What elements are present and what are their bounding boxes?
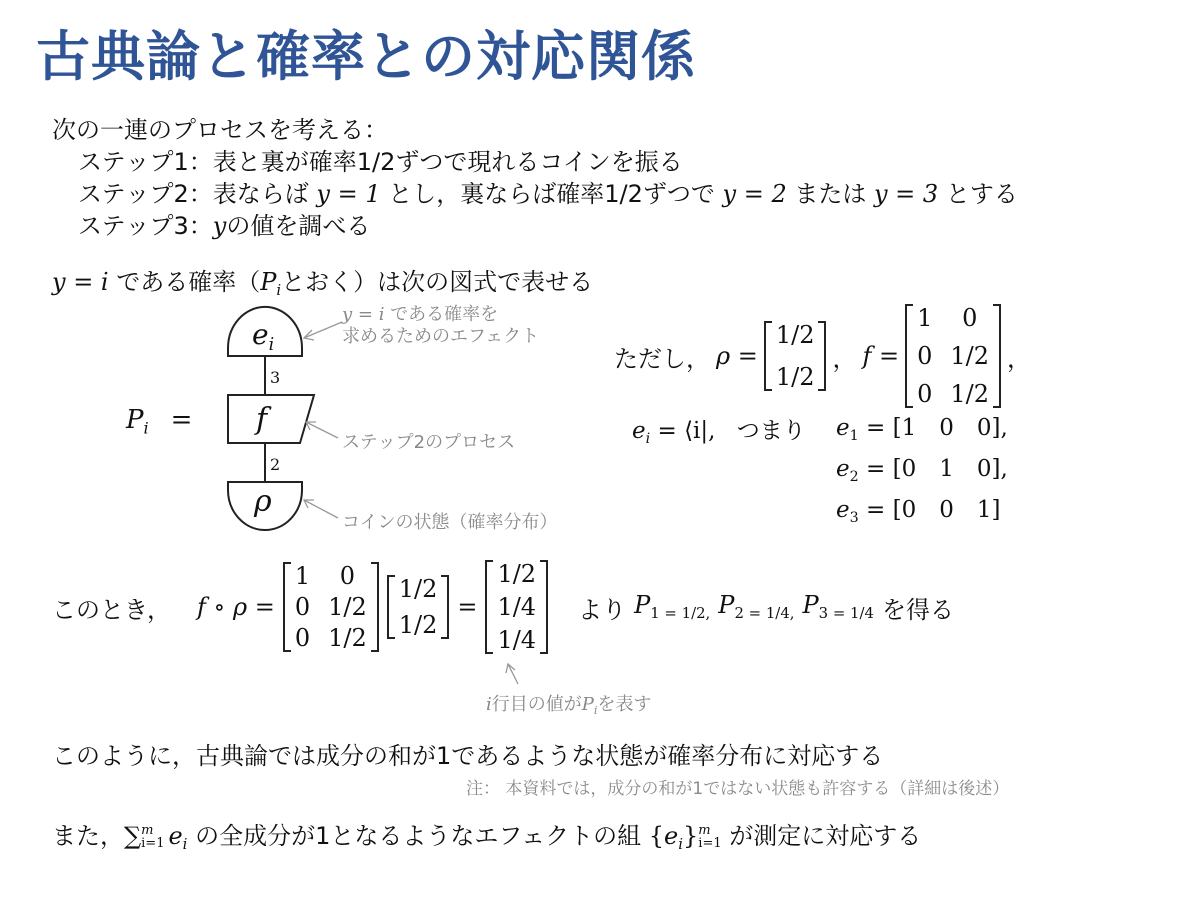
P2-P: P xyxy=(718,591,735,620)
ann-effect-l1: である確率を xyxy=(384,304,499,325)
f-r1c2: 0 xyxy=(962,304,978,332)
step-2-text-c: または xyxy=(786,180,874,208)
sum-limits xyxy=(141,824,164,850)
math-sub-i: i xyxy=(276,281,282,300)
e3-eq: = xyxy=(866,496,886,523)
P1-expr xyxy=(634,591,710,622)
rho-eq: ρ = xyxy=(716,342,758,370)
wire-label-2: 2 xyxy=(270,455,281,474)
sum-sup: m xyxy=(141,823,154,838)
last-a: また， xyxy=(52,822,124,850)
process-label-f: f xyxy=(256,402,268,437)
math-y-eq-i: y = i xyxy=(52,268,109,296)
math-y-eq-2: y = 2 xyxy=(722,180,787,208)
e1-sub: 1 xyxy=(849,427,859,444)
last-c: が測定に対応する xyxy=(721,822,922,850)
f-circ-rho: f ∘ ρ = xyxy=(197,593,275,621)
diagram-eq: = xyxy=(170,405,193,435)
effect-e: e xyxy=(252,318,269,351)
annotation-effect xyxy=(342,304,539,348)
effect-sub: i xyxy=(268,335,275,356)
e2-eq: = xyxy=(866,455,886,482)
conclusion: このように，古典論では成分の和が1であるような状態が確率分布に対応する xyxy=(52,742,884,770)
math-P: P xyxy=(260,268,277,296)
definitions-rho-f xyxy=(614,304,1031,408)
ei-bra: = ⟨i|, xyxy=(657,418,716,444)
result-arrow xyxy=(500,660,530,688)
comma-1: ， xyxy=(832,344,857,373)
P3-P: P xyxy=(802,591,819,620)
step-3 xyxy=(78,206,370,241)
ann-row-P: P xyxy=(581,694,594,715)
bracket-left xyxy=(905,304,913,408)
sum-sub: i=1 xyxy=(141,836,165,851)
math-y-eq-3: y = 3 xyxy=(873,180,939,208)
P1-rest: 1 = 1/2, xyxy=(650,604,711,623)
bracket-right xyxy=(540,560,548,654)
e2-row: [0 1 0], xyxy=(892,455,1008,482)
step-1: ステップ1：表と裏が確率1/2ずつで現れるコインを振る xyxy=(78,148,683,176)
arrow-process xyxy=(306,422,338,438)
calc-rho-r2: 1/2 xyxy=(398,611,438,639)
result-col xyxy=(493,560,540,654)
intro-text: 次の一連のプロセスを考える： xyxy=(52,116,388,144)
f-r3c2: 1/2 xyxy=(950,380,990,408)
calculation-line xyxy=(52,560,954,654)
f-r2c1: 0 xyxy=(917,342,933,370)
last-b: の全成分が1となるようなエフェクトの組 xyxy=(187,822,649,850)
e1-line xyxy=(836,412,1008,453)
f-r2c2: 1/2 xyxy=(950,342,990,370)
step-2-text-b: とし，裏ならば確率1/2ずつで xyxy=(380,180,723,208)
bracket-right xyxy=(993,304,1001,408)
f-eq: f = xyxy=(862,342,900,370)
P3-rest: 3 = 1/4 xyxy=(818,604,874,623)
calc-rho-col xyxy=(395,575,442,639)
calc-f-col-2 xyxy=(314,562,371,652)
P1-P: P xyxy=(634,591,651,620)
ann-row-i: i xyxy=(486,694,492,715)
f-matrix xyxy=(905,304,1001,408)
P2-expr xyxy=(718,591,794,622)
P3-expr xyxy=(803,591,874,622)
bracket-left xyxy=(283,562,291,652)
f-col-2 xyxy=(936,304,993,408)
f-col-1 xyxy=(913,304,936,408)
set-sup: m xyxy=(698,823,711,838)
e2-line xyxy=(836,453,1008,494)
calc-f-r1c1: 1 xyxy=(294,562,311,590)
e2-e: e xyxy=(836,455,850,482)
tadashi: ただし， xyxy=(614,344,710,373)
calc-eq: = xyxy=(457,593,478,621)
note: 注： 本資料では，成分の和が1ではない状態も許容する（詳細は後述） xyxy=(466,779,1010,799)
page-title: 古典論と確率との対応関係 xyxy=(36,25,696,88)
annotation-row xyxy=(486,690,651,717)
calc-f-r3c2: 1/2 xyxy=(328,624,367,652)
probability-line xyxy=(52,262,593,299)
diagram-P: P xyxy=(126,405,144,435)
math-y: y xyxy=(212,212,227,240)
basis-effects xyxy=(836,412,1008,535)
e2-sub: 2 xyxy=(849,468,859,485)
prob-line-b: とおく）は次の図式で表せる xyxy=(281,268,594,296)
e3-row: [0 0 1] xyxy=(892,496,1001,523)
prob-line-a: である確率（ xyxy=(108,268,261,296)
set-close: } xyxy=(683,822,699,850)
set-sub: i=1 xyxy=(698,836,722,851)
math-y-eq-1: y = 1 xyxy=(316,180,381,208)
measurement-line xyxy=(52,816,921,853)
step-2-text-a: ステップ2：表ならば xyxy=(78,180,317,208)
result-matrix xyxy=(485,560,548,654)
calc-f-matrix xyxy=(283,562,379,652)
state-label-rho: ρ xyxy=(254,484,272,519)
calc-rho-matrix xyxy=(387,575,450,639)
step-2 xyxy=(78,174,1018,209)
ann-row-P-sub: i xyxy=(593,703,598,717)
arrow-effect xyxy=(304,322,342,338)
wire-label-3: 3 xyxy=(270,368,281,387)
arrow-state xyxy=(304,500,338,518)
e3-sub: 3 xyxy=(849,509,859,526)
calc-f-r2c2: 1/2 xyxy=(328,593,367,621)
set-e-sub: i xyxy=(678,835,684,854)
comma-2: ， xyxy=(1007,344,1032,373)
bracket-left xyxy=(485,560,493,654)
bracket-left xyxy=(387,575,395,639)
rho-matrix xyxy=(764,321,827,391)
annotation-state: コインの状態（確率分布） xyxy=(342,512,558,533)
step-3-text-a: ステップ3： xyxy=(78,212,213,240)
yori: より xyxy=(578,595,627,624)
result-arrow-line xyxy=(508,664,518,684)
rho-col xyxy=(772,321,819,391)
e1-row: [1 0 0], xyxy=(892,415,1008,441)
annotation-process: ステップ2のプロセス xyxy=(342,432,516,453)
calc-f-r1c2: 0 xyxy=(339,562,356,590)
set-limits xyxy=(698,824,721,850)
sum-e-sub: i xyxy=(182,835,188,854)
e1-e: e xyxy=(836,415,850,441)
ann-effect-l2: 求めるためのエフェクト xyxy=(342,326,540,347)
bracket-right xyxy=(441,575,449,639)
e1-eq: = xyxy=(866,415,886,441)
diagram-P-sub: i xyxy=(143,418,149,438)
set-e: e xyxy=(664,822,679,850)
set-open: { xyxy=(648,822,665,850)
bracket-left xyxy=(764,321,772,391)
step-2-text-d: とする xyxy=(938,180,1018,208)
ei-e: e xyxy=(632,418,646,444)
woeru: を得る xyxy=(882,595,954,624)
calc-f-r3c1: 0 xyxy=(294,624,311,652)
konotoki: このとき， xyxy=(52,595,172,624)
sum-e: e xyxy=(168,822,183,850)
result-r2: 1/4 xyxy=(497,593,537,621)
bracket-right xyxy=(371,562,379,652)
sum-symbol: ∑ xyxy=(124,822,142,850)
effect-label xyxy=(252,318,274,355)
ei-definition xyxy=(632,412,806,447)
e3-e: e xyxy=(836,496,850,523)
ann-row-a: 行目の値が xyxy=(491,694,582,715)
e3-line xyxy=(836,494,1008,535)
rho-r1: 1/2 xyxy=(775,321,815,349)
ann-y-eq-i: y = i xyxy=(342,304,385,325)
result-r1: 1/2 xyxy=(497,560,537,588)
ei-sub: i xyxy=(645,430,651,447)
step-3-text-b: の値を調べる xyxy=(226,212,371,240)
calc-rho-r1: 1/2 xyxy=(398,575,438,603)
calc-f-col-1 xyxy=(291,562,314,652)
f-r1c1: 1 xyxy=(917,304,933,332)
tsumari: つまり xyxy=(736,418,806,444)
f-r3c1: 0 xyxy=(917,380,933,408)
P2-rest: 2 = 1/4, xyxy=(734,604,795,623)
result-r3: 1/4 xyxy=(497,626,537,654)
diagram-lhs xyxy=(126,405,192,438)
calc-f-r2c1: 0 xyxy=(294,593,311,621)
bracket-right xyxy=(818,321,826,391)
ann-row-b: を表す xyxy=(597,694,652,715)
rho-r2: 1/2 xyxy=(775,363,815,391)
